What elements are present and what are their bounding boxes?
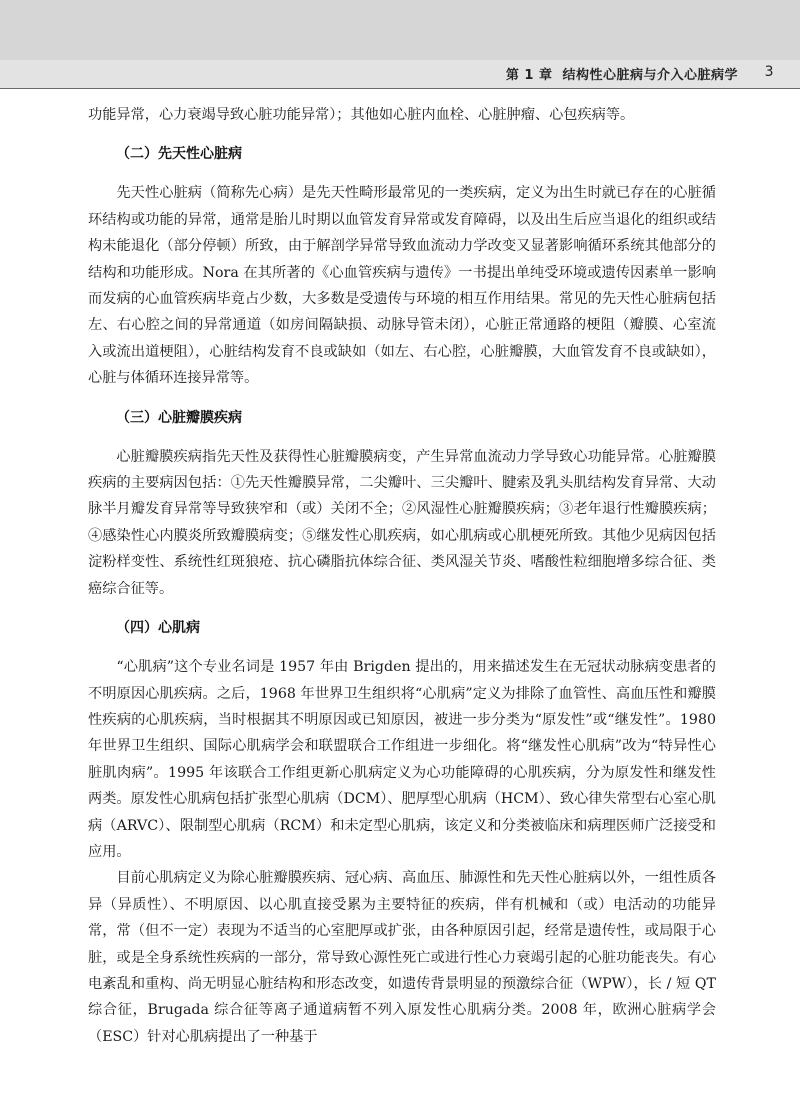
page-number: 3 xyxy=(764,64,774,80)
paragraph-cardiomyopathy-definition: 目前心肌病定义为除心脏瓣膜疾病、冠心病、高血压、肺源性和先天性心脏病以外，一组性质各异（异质性）、不明原因、以心肌直接受累为主要特征的疾病，伴有机械和（或）电活动的功能异常，常（但不一定）表现为不适当的心室肥厚或扩张，由各种原因引起，经常是遗传性，或局限于心脏，或是全身系统性疾病的一部分，常导致心源性死亡或进行性心力衰竭引起的心脏功能丧失。有心电紊乱和重构、尚无明显心脏结构和形态改变，如遗传背景明显的预激综合征（WPW），长 / 短 QT 综合征，Brugada 综合征等离子通道病暂不列入原发性心肌病分类。2008 年，欧洲心脏病学会（ESC）针对心肌病提出了一种基于 xyxy=(88,870,716,1045)
paragraph-congenital: 先天性心脏病（简称先心病）是先天性畸形最常见的一类疾病，定义为出生时就已存在的心脏循环结构或功能的异常，通常是胎儿时期以血管发育异常或发育障碍，以及出生后应当退化的组织或结构未能退化（部分停顿）所致，由于解剖学异常导致血流动力学改变又显著影响循环系统其他部分的结构和功能形成。Nora 在其所著的《心血管疾病与遗传》一书提出单纯受环境或遗传因素单一影响而发病的心血管疾病毕竟占少数，大多数是受遗传与环境的相互作用结果。常见的先天性心脏病包括左、右心腔之间的异常通道（如房间隔缺损、动脉导管未闭），心脏正常通路的梗阻（瓣膜、心室流入或流出道梗阻），心脏结构发育不良或缺如（如左、右心腔，心脏瓣膜，大血管发育不良或缺如），心脏与体循环连接异常等。 xyxy=(88,185,716,387)
running-header-text xyxy=(505,64,774,83)
section-heading-congenital: （二）先天性心脏病 xyxy=(116,146,242,163)
chapter-title: 结构性心脏病与介入心脏病学 xyxy=(562,68,738,83)
paragraph-valvular: 心脏瓣膜疾病指先天性及获得性心脏瓣膜病变，产生异常血流动力学导致心功能异常。心脏瓣膜疾病的主要病因包括：①先天性瓣膜异常，二尖瓣叶、三尖瓣叶、腱索及乳头肌结构发育异常、大动脉半月瓣发育异常等导致狭窄和（或）关闭不全；②风湿性心脏瓣膜疾病；③老年退行性瓣膜疾病；④感染性心内膜炎所致瓣膜病变；⑤继发性心肌疾病，如心肌病或心肌梗死所致。其他少见病因包括淀粉样变性、系统性红斑狼疮、抗心磷脂抗体综合征、类风湿关节炎、嗜酸性粒细胞增多综合征、类癌综合征等。 xyxy=(88,448,716,597)
section-heading-cardiomyopathy: （四）心肌病 xyxy=(116,620,200,637)
section-heading-valvular: （三）心脏瓣膜疾病 xyxy=(116,409,242,426)
paragraph-continued: 功能异常，心力衰竭导致心脏功能异常）；其他如心脏内血栓、心脏肿瘤、心包疾病等。 xyxy=(88,107,635,123)
page-body xyxy=(88,102,716,1050)
paragraph-cardiomyopathy-history: “心肌病”这个专业名词是 1957 年由 Brigden 提出的，用来描述发生在无冠状动脉病变患者的不明原因心肌疾病。之后，1968 年世界卫生组织将“心肌病”定义为排除了血管性、高血压性和瓣膜性疾病的心肌疾病，当时根据其不明原因或已知原因，被进一步分类为“原发性”或“继发性”。1980 年世界卫生组织、国际心肌病学会和联盟联合工作组进一步细化。将“继发性心肌病”改为“特异性心脏肌肉病”。1995 年该联合工作组更新心肌病定义为心功能障碍的心肌疾病，分为原发性和继发性两类。原发性心肌病包括扩张型心肌病（DCM）、肥厚型心肌病（HCM）、致心律失常型右心室心肌病（ARVC）、限制型心肌病（RCM）和未定型心肌病，该定义和分类被临床和病理医师广泛接受和应用。 xyxy=(88,659,716,860)
header-band xyxy=(0,0,800,60)
chapter-number: 第 1 章 xyxy=(505,68,553,83)
